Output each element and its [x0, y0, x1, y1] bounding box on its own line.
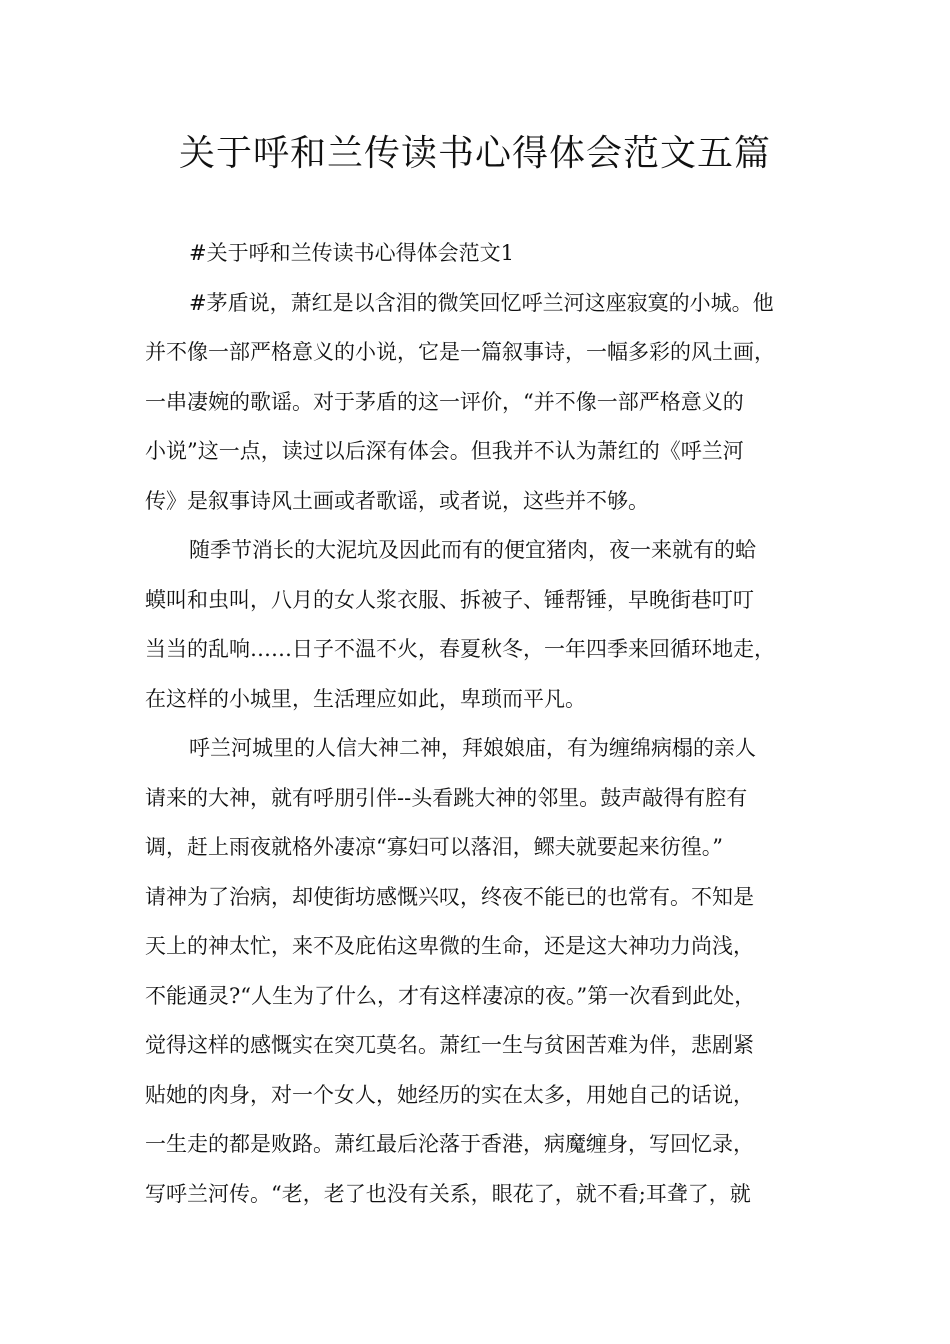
- paragraph-line: 并不像一部严格意义的小说，它是一篇叙事诗，一幅多彩的风土画，: [145, 340, 775, 364]
- paragraph-line: 不能通灵?“人生为了什么，才有这样凄凉的夜。”第一次看到此处，: [145, 983, 756, 1008]
- paragraph-line: 一生走的都是败路。萧红最后沦落于香港，病魔缠身，写回忆录，: [145, 1132, 754, 1156]
- paragraph-line: #茅盾说，萧红是以含泪的微笑回忆呼兰河这座寂寞的小城。他: [189, 290, 774, 315]
- paragraph-line: 天上的神太忙，来不及庇佑这卑微的生命，还是这大神功力尚浅，: [145, 934, 754, 958]
- paragraph-line: 传》是叙事诗风土画或者歌谣，或者说，这些并不够。: [145, 488, 649, 513]
- paragraph-line: 在这样的小城里，生活理应如此，卑琐而平凡。: [145, 686, 586, 711]
- paragraph-line: 小说”这一点，读过以后深有体会。但我并不认为萧红的《呼兰河: [145, 439, 744, 463]
- section-heading: #关于呼和兰传读书心得体会范文1: [189, 241, 514, 265]
- paragraph-line: 一串凄婉的歌谣。对于茅盾的这一评价，“并不像一部严格意义的: [145, 389, 744, 414]
- paragraph-line: 调，赶上雨夜就格外凄凉“寡妇可以落泪，鳏夫就要起来彷徨。”: [145, 835, 723, 859]
- paragraph-line: 觉得这样的感慨实在突兀莫名。萧红一生与贫困苦难为伴，悲剧紧: [145, 1033, 754, 1057]
- document-body: [145, 229, 825, 1219]
- paragraph-line: 呼兰河城里的人信大神二神，拜娘娘庙，有为缠绵病榻的亲人: [189, 736, 756, 760]
- paragraph-line: 贴她的肉身，对一个女人，她经历的实在太多，用她自己的话说，: [145, 1082, 754, 1107]
- paragraph-line: 当当的乱响……日子不温不火，春夏秋冬，一年四季来回循环地走，: [145, 637, 775, 661]
- paragraph-line: 请神为了治病，却使街坊感慨兴叹，终夜不能已的也常有。不知是: [145, 884, 754, 909]
- paragraph-line: 请来的大神，就有呼朋引伴--头看跳大神的邻里。鼓声敲得有腔有: [145, 785, 748, 810]
- document-title: 关于呼和兰传读书心得体会范文五篇: [178, 133, 771, 174]
- paragraph-line: 蟆叫和虫叫，八月的女人浆衣服、拆被子、锤帮锤，早晚街巷叮叮: [145, 587, 754, 612]
- paragraph-line: 写呼兰河传。“老，老了也没有关系，眼花了，就不看;耳聋了，就: [145, 1181, 751, 1206]
- paragraph-line: 随季节消长的大泥坑及因此而有的便宜猪肉，夜一来就有的蛤: [189, 538, 756, 562]
